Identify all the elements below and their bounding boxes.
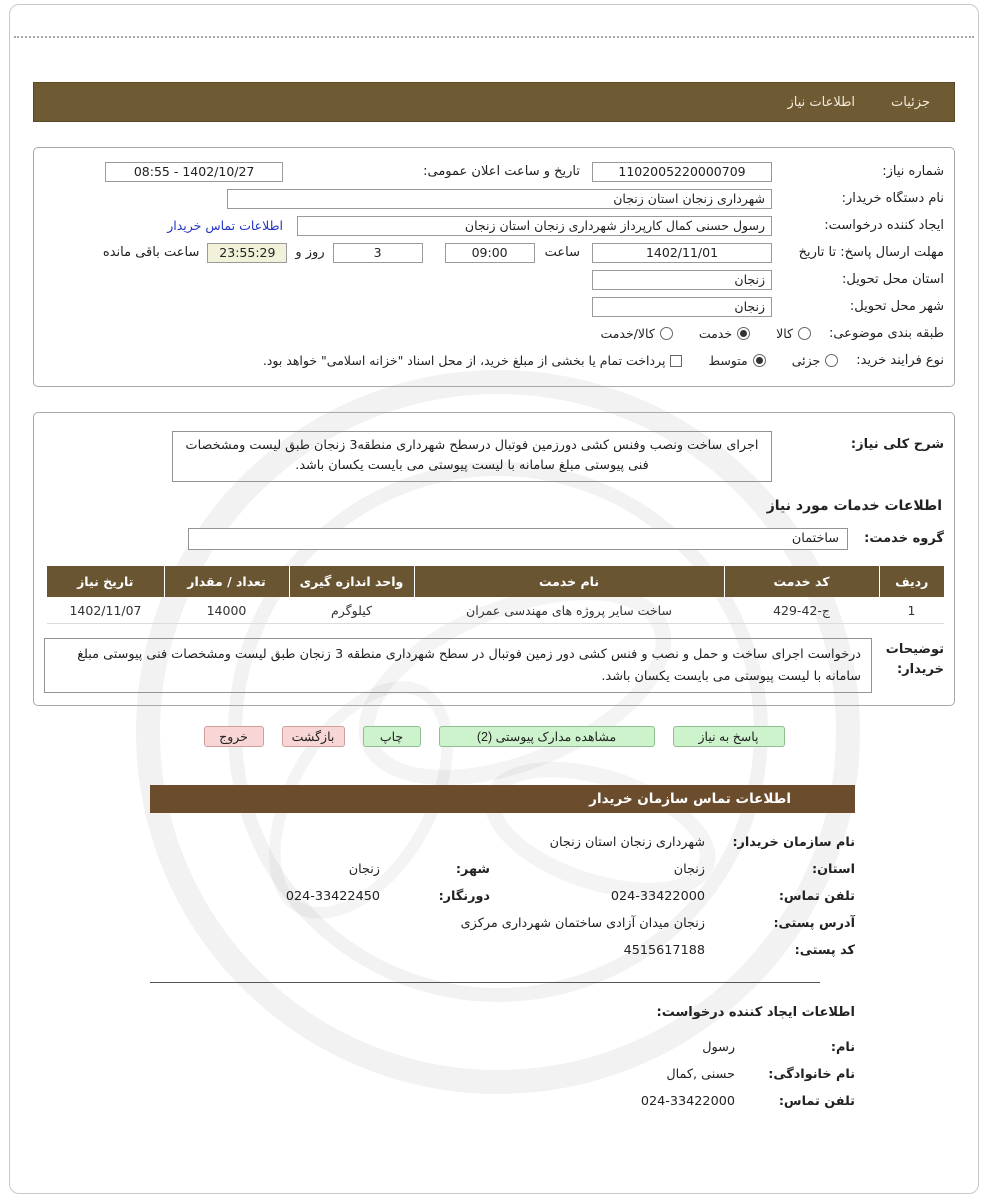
col-unit: واحد اندازه گیری [289, 566, 414, 597]
postal-address-value: زنجان میدان آزادی ساختمان شهرداری مرکزی [460, 915, 705, 931]
deadline-time-field[interactable]: 09:00 [445, 243, 535, 263]
deadline-time-label: ساعت [544, 245, 580, 260]
process-type-options [263, 353, 838, 368]
process-option-minor[interactable] [792, 353, 839, 368]
back-button[interactable]: بازگشت [282, 726, 345, 747]
tab-need-info[interactable]: اطلاعات نیاز [787, 94, 856, 110]
cell-unit: کیلوگرم [289, 597, 414, 624]
row-phone-fax [150, 883, 855, 910]
fax-value: 024-33422450 [285, 888, 380, 904]
row-service-group [44, 528, 944, 550]
first-name-value: رسول [702, 1039, 735, 1055]
creator-phone-label: تلفن تماس: [778, 1093, 855, 1109]
row-creator-last-name [150, 1061, 855, 1088]
org-name-label: نام سازمان خریدار: [732, 834, 855, 850]
respond-to-need-button[interactable]: پاسخ به نیاز [673, 726, 785, 747]
service-radio[interactable] [737, 327, 750, 340]
treasury-checkbox-label: پرداخت تمام یا بخشی از مبلغ خرید، از محل اسناد "خزانه اسلامی" خواهد بود. [262, 353, 666, 368]
col-row-number: ردیف [879, 566, 944, 597]
services-table-header [47, 566, 944, 597]
service-radio-label: خدمت [698, 326, 733, 341]
buyer-notes-label: توضیحات خریدار: [885, 642, 944, 677]
last-name-label: نام خانوادگی: [768, 1066, 855, 1082]
buyer-org-field[interactable]: شهرداری زنجان استان زنجان [227, 189, 772, 209]
need-description-box[interactable]: اجرای ساخت ونصب وفنس کشی دورزمین فوتبال درسطح شهرداری منطقه3 زنجان طبق لیست ومشخصات فنی پیوستی مبلغ سامانه با لیست پیوستی می بایست یکسان باشد. [172, 431, 772, 482]
buyer-contact-section [150, 785, 855, 1115]
contact-divider [150, 982, 820, 983]
goods-radio-label: کالا [776, 326, 793, 341]
row-province-city [150, 856, 855, 883]
classification-label: طبقه بندی موضوعی: [828, 326, 944, 341]
announce-datetime-field[interactable]: 1402/10/27 - 08:55 [105, 162, 283, 182]
minor-radio[interactable] [825, 354, 838, 367]
creator-phone-value: 024-33422000 [640, 1093, 735, 1109]
cell-quantity: 14000 [164, 597, 289, 624]
row-postal-address [150, 910, 855, 937]
need-info-panel [33, 147, 955, 387]
col-need-date: تاریخ نیاز [47, 566, 164, 597]
col-service-name: نام خدمت [414, 566, 724, 597]
row-subject-classification [44, 320, 944, 347]
row-creator-first-name [150, 1034, 855, 1061]
province-value: زنجان [673, 861, 705, 877]
need-number-label: شماره نیاز: [882, 164, 944, 179]
row-response-deadline [44, 239, 944, 266]
treasury-checkbox[interactable] [670, 355, 682, 367]
cell-row-number: 1 [879, 597, 944, 624]
service-group-field[interactable]: ساختمان [188, 528, 848, 550]
classification-options [600, 326, 811, 341]
classification-option-goods-service[interactable] [600, 326, 672, 341]
required-services-heading: اطلاعات خدمات مورد نیاز [766, 497, 942, 514]
phone-value: 024-33422000 [610, 888, 705, 904]
services-table [47, 566, 944, 625]
row-need-number [44, 158, 944, 185]
need-description-panel [33, 412, 955, 706]
row-org-name [150, 829, 855, 856]
row-postal-code [150, 937, 855, 964]
cell-service-name: ساخت سایر پروژه های مهندسی عمران [414, 597, 724, 624]
treasury-payment-option[interactable] [263, 353, 683, 368]
phone-label: تلفن تماس: [778, 888, 855, 904]
delivery-city-field[interactable]: زنجان [592, 297, 772, 317]
remaining-days-field[interactable]: 3 [333, 243, 423, 263]
col-quantity: تعداد / مقدار [164, 566, 289, 597]
goods-service-radio[interactable] [660, 327, 673, 340]
minor-radio-label: جزئی [791, 353, 821, 368]
request-creator-field[interactable]: رسول حسنی کمال کارپرداز شهرداری زنجان استان زنجان [297, 216, 772, 236]
medium-radio[interactable] [753, 354, 766, 367]
process-type-label: نوع فرآیند خرید: [856, 353, 944, 368]
buyer-notes-box[interactable]: درخواست اجرای ساخت و حمل و نصب و فنس کشی دور زمین فوتبال در سطح شهرداری منطقه 3 زنجان طبق لیست ومشخصات فنی پیوستی مبلغ سامانه با لیست پیوستی می بایست یکسان باشد. [44, 638, 872, 692]
delivery-province-label: استان محل تحویل: [842, 272, 944, 287]
print-button[interactable]: چاپ [363, 726, 421, 747]
classification-option-service[interactable] [699, 326, 750, 341]
buyer-org-label: نام دستگاه خریدار: [841, 191, 944, 206]
tab-details[interactable]: جزئیات [891, 94, 930, 110]
buyer-contact-bar [150, 785, 855, 813]
row-request-creator [44, 212, 944, 239]
city-label: شهر: [455, 861, 490, 877]
response-deadline-label: مهلت ارسال پاسخ: تا تاریخ [798, 245, 944, 260]
medium-radio-label: متوسط [708, 353, 748, 368]
buyer-contact-link[interactable]: اطلاعات تماس خریدار [167, 218, 283, 233]
table-row[interactable] [47, 597, 944, 624]
postal-code-label: کد پستی: [794, 942, 855, 958]
first-name-label: نام: [830, 1039, 855, 1055]
remaining-time-label: ساعت باقی مانده [102, 245, 200, 260]
org-name-value: شهرداری زنجان استان زنجان [549, 834, 705, 850]
process-option-medium[interactable] [708, 353, 765, 368]
classification-option-goods[interactable] [776, 326, 811, 341]
row-delivery-city [44, 293, 944, 320]
goods-radio[interactable] [798, 327, 811, 340]
delivery-city-label: شهر محل تحویل: [849, 299, 944, 314]
row-delivery-province [44, 266, 944, 293]
need-number-field[interactable]: 1102005220000709 [592, 162, 772, 182]
top-dotted-divider [14, 36, 974, 38]
need-description-label: شرح کلی نیاز: [850, 437, 944, 452]
cell-service-code: ج-42-429 [724, 597, 879, 624]
deadline-date-field[interactable]: 1402/11/01 [592, 243, 772, 263]
province-label: استان: [811, 861, 855, 877]
postal-address-label: آدرس پستی: [773, 915, 855, 931]
announce-datetime-label: تاریخ و ساعت اعلان عمومی: [423, 164, 580, 179]
header-bar [33, 82, 955, 122]
row-need-description [44, 431, 944, 482]
delivery-province-field[interactable]: زنجان [592, 270, 772, 290]
buyer-contact-bar-title: اطلاعات تماس سازمان خریدار [589, 790, 791, 807]
row-creator-phone [150, 1088, 855, 1115]
postal-code-value: 4515617188 [623, 942, 705, 958]
row-buyer-notes [44, 638, 944, 692]
service-group-label: گروه خدمت: [864, 531, 944, 547]
goods-service-radio-label: کالا/خدمت [600, 326, 655, 341]
fax-label: دورنگار: [438, 888, 490, 904]
col-service-code: کد خدمت [724, 566, 879, 597]
remaining-time-box: 23:55:29 [207, 243, 287, 263]
city-value: زنجان [348, 861, 380, 877]
exit-button[interactable]: خروج [204, 726, 264, 747]
row-buyer-org [44, 185, 944, 212]
row-purchase-process-type [44, 347, 944, 374]
action-buttons-row [0, 726, 988, 747]
remaining-days-label: روز و [295, 245, 325, 260]
last-name-value: حسنی ,کمال [666, 1066, 735, 1082]
cell-need-date: 1402/11/07 [47, 597, 164, 624]
view-attachments-button[interactable]: مشاهده مدارک پیوستی (2) [439, 726, 655, 747]
request-creator-label: ایجاد کننده درخواست: [824, 218, 944, 233]
request-creator-heading: اطلاعات ایجاد کننده درخواست: [656, 1004, 855, 1020]
